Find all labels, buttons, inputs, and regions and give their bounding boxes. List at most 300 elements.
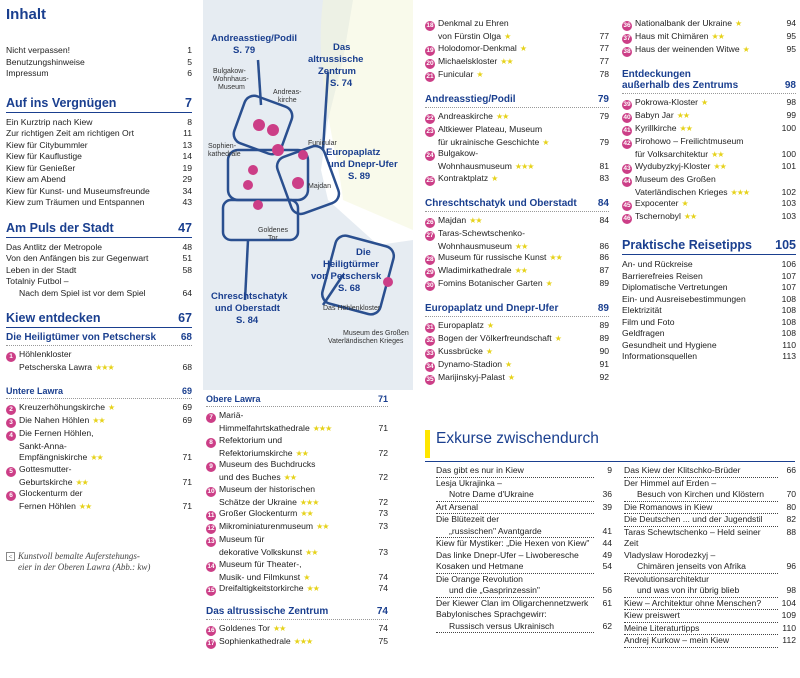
toc-entry[interactable] (425, 359, 609, 372)
toc-page-number: 82 (786, 514, 796, 524)
toc-page-number: 77 (599, 31, 609, 41)
toc-entry-title: Sankt-Anna- (19, 440, 67, 451)
toc-entry[interactable] (6, 415, 192, 428)
toc-page-number: 100 (781, 149, 796, 159)
toc-entry[interactable] (206, 534, 388, 547)
toc-entry[interactable] (436, 550, 612, 562)
toc-entry-title: Notre Dame d'Ukraine (449, 489, 534, 499)
toc-entry[interactable] (6, 253, 192, 265)
toc-page-number: 106 (781, 259, 796, 269)
toc-entry[interactable] (622, 149, 796, 161)
toc-page-number: 102 (781, 186, 796, 197)
toc-entry[interactable] (624, 514, 796, 527)
toc-entry[interactable] (6, 441, 192, 453)
rating-stars: ★★ (90, 453, 103, 462)
europa-list (425, 320, 609, 385)
city-map[interactable] (203, 0, 413, 390)
toc-entry-title: Barrierefreies Reisen (622, 270, 703, 281)
toc-entry[interactable] (624, 574, 796, 586)
toc-page-number: 89 (599, 278, 609, 288)
toc-entry[interactable] (6, 402, 192, 415)
toc-entry[interactable] (6, 477, 192, 489)
toc-entry[interactable] (436, 585, 612, 598)
toc-entry[interactable] (624, 585, 796, 598)
toc-entry-title: und des Buches (219, 472, 281, 482)
poi-number-badge: 17 (207, 640, 215, 647)
toc-entry[interactable] (6, 174, 192, 186)
toc-entry[interactable] (436, 538, 612, 550)
toc-entry[interactable] (6, 276, 192, 288)
toc-entry[interactable] (206, 448, 388, 460)
toc-entry[interactable] (6, 57, 192, 69)
toc-entry[interactable] (6, 265, 192, 277)
toc-entry-title: Mikrominiaturenmuseum (219, 521, 314, 531)
toc-page-number: 72 (378, 496, 388, 507)
rating-stars: ★ (742, 45, 749, 54)
poi-number-badge: 11 (207, 512, 215, 519)
section-entdeckungen[interactable]: Entdeckungen (622, 69, 691, 80)
toc-page-number: 108 (781, 293, 796, 304)
toc-entry-title: Andrej Kurkow – mein Kiew (624, 635, 730, 645)
poi-number-badge: 2 (6, 405, 16, 415)
toc-entry-title: Museum der historischen (219, 483, 316, 494)
toc-entry-title: Sophienkathedrale (219, 636, 291, 646)
svg-text:und Oberstadt: und Oberstadt (215, 303, 280, 314)
section-vergnuegen[interactable]: Auf ins Vergnügen 7 (6, 95, 192, 110)
toc-entry[interactable] (436, 514, 612, 526)
rating-stars: ★★ (306, 584, 319, 593)
svg-text:kirche: kirche (278, 97, 297, 104)
toc-entry[interactable] (436, 502, 612, 515)
toc-entry[interactable] (624, 623, 796, 636)
toc-entry-title: Museum des Buchdrucks (219, 459, 316, 469)
toc-entry-title: Bogen der Völkerfreundschaft (438, 333, 552, 343)
toc-entry[interactable] (425, 215, 609, 228)
toc-entry[interactable] (425, 333, 609, 346)
toc-page-number: 5 (187, 56, 192, 67)
toc-entry[interactable] (622, 211, 796, 224)
toc-page-number: 73 (378, 547, 388, 557)
toc-entry[interactable] (622, 18, 796, 31)
svg-text:S. 89: S. 89 (348, 171, 371, 182)
section-praktisch[interactable]: Praktische Reisetipps 105 (622, 238, 796, 252)
map-svg (203, 0, 413, 390)
toc-entry-title: Musik- und Filmkunst (219, 571, 301, 582)
svg-text:S. 74: S. 74 (330, 78, 353, 89)
toc-entry[interactable] (425, 161, 609, 173)
poi-number-badge: 23 (426, 127, 434, 135)
toc-entry[interactable] (206, 583, 388, 596)
toc-entry-title: Wohnhausmuseum (438, 240, 512, 251)
toc-entry[interactable] (425, 346, 609, 359)
toc-entry[interactable] (425, 228, 609, 241)
toc-entry[interactable] (206, 484, 388, 497)
toc-page-number: 54 (602, 561, 612, 571)
toc-page-number: 44 (602, 538, 612, 548)
toc-entry[interactable] (622, 282, 796, 294)
toc-entry[interactable] (622, 351, 796, 363)
toc-entry[interactable] (624, 561, 796, 574)
toc-entry-title: Museum des Großen (635, 173, 716, 184)
toc-entry[interactable] (206, 559, 388, 572)
toc-entry[interactable] (206, 497, 388, 509)
rating-stars: ★ (681, 199, 688, 208)
poi-number-badge: 1 (6, 352, 16, 362)
toc-entry[interactable] (6, 140, 192, 152)
toc-entry[interactable] (6, 45, 192, 57)
toc-entry[interactable] (206, 508, 388, 521)
toc-entry[interactable] (622, 305, 796, 317)
toc-page-number: 70 (786, 489, 796, 499)
poi-number-badge: 45 (623, 202, 631, 209)
toc-entry[interactable] (206, 636, 388, 649)
section-heiligtuemer[interactable]: Die Heiligtümer von Petschersk 68 (6, 332, 192, 343)
toc-entry[interactable] (425, 252, 609, 265)
toc-entry[interactable] (425, 372, 609, 385)
toc-page-number: 73 (378, 508, 388, 518)
toc-entry[interactable] (6, 452, 192, 464)
toc-entry-title: An- und Rückreise (622, 259, 693, 269)
rating-stars: ★★ (300, 509, 313, 518)
rating-stars: ★★ (75, 477, 88, 487)
toc-entry[interactable] (6, 464, 192, 477)
poi-number-badge: 30 (426, 282, 434, 289)
toc-entry-title: Die Fernen Höhlen, (19, 427, 94, 438)
toc-column-2 (206, 394, 388, 649)
toc-entry[interactable] (6, 428, 192, 441)
poi-number-badge: 25 (426, 176, 434, 184)
poi-number-badge: 19 (426, 46, 434, 54)
rating-stars: ★ (701, 98, 708, 107)
toc-entry[interactable] (622, 340, 796, 352)
toc-entry[interactable] (206, 521, 388, 534)
poi-number-badge: 43 (623, 164, 631, 172)
rating-stars: ★★★ (730, 187, 750, 197)
toc-page-number: 19 (182, 162, 192, 173)
toc-entry[interactable] (624, 550, 796, 562)
toc-entry[interactable] (6, 186, 192, 198)
rating-stars: ★★ (469, 215, 482, 225)
toc-entry[interactable] (206, 472, 388, 484)
svg-text:Das: Das (333, 42, 351, 53)
toc-entry-title: Ein Kurztrip nach Kiew (6, 116, 93, 127)
toc-entry[interactable] (425, 173, 609, 186)
toc-entry[interactable] (425, 56, 609, 69)
toc-entry-title: Kiew für Kunst- und Museumsfreunde (6, 185, 150, 196)
svg-text:Majdan: Majdan (308, 183, 331, 190)
toc-entry-title: und was von ihr übrig blieb (637, 585, 740, 595)
rating-stars: ★★ (713, 161, 726, 171)
toc-column-4 (622, 18, 796, 363)
toc-page-number: 14 (182, 151, 192, 161)
toc-entry[interactable] (425, 241, 609, 253)
exkurse-rule (425, 461, 795, 462)
svg-text:Vaterländischen Krieges: Vaterländischen Krieges (328, 338, 404, 345)
toc-entry-title: Marijinskyj-Palast (438, 372, 505, 382)
poi-number-badge: 29 (426, 269, 434, 276)
chresch-list (425, 215, 609, 292)
toc-page-number: 51 (182, 253, 192, 263)
toc-entry-title: Ein- und Ausreisebestimmungen (622, 293, 746, 304)
altrussisch-list (206, 623, 388, 649)
toc-entry-title: Gesundheit und Hygiene (622, 339, 717, 350)
toc-entry-title: für Volksarchitektur (635, 149, 709, 159)
toc-entry-title: Michaelskloster (438, 55, 498, 66)
toc-entry[interactable] (425, 43, 609, 56)
toc-page-number: 113 (782, 351, 796, 361)
poi-number-badge: 18 (426, 22, 434, 29)
rating-stars: ★★ (514, 241, 528, 251)
toc-entry[interactable] (436, 489, 612, 502)
section-entdeckungen-2: außerhalb des Zentrums 98 (622, 80, 796, 91)
toc-entry[interactable] (206, 459, 388, 472)
rating-stars: ★ (507, 373, 515, 382)
toc-entry[interactable] (425, 18, 609, 31)
toc-page-number: 90 (599, 346, 609, 356)
toc-entry-title: Pokrowa-Kloster (635, 97, 699, 107)
toc-entry[interactable] (622, 161, 796, 174)
rating-stars: ★ (505, 360, 512, 369)
toc-entry[interactable] (425, 278, 609, 291)
toc-entry[interactable] (436, 621, 612, 634)
toc-entry[interactable] (6, 349, 192, 362)
toc-page-number: 92 (599, 372, 609, 382)
toc-entry-title: Tschernobyl (635, 211, 681, 221)
toc-page-number: 98 (786, 585, 796, 595)
toc-entry-title: Vaterländischen Krieges (635, 186, 728, 197)
toc-entry[interactable] (425, 137, 609, 149)
toc-page-number: 71 (378, 423, 388, 433)
toc-entry-title: Film und Foto (622, 316, 675, 327)
rating-stars: ★★ (711, 150, 724, 159)
toc-entry[interactable] (436, 574, 612, 586)
toc-entry-title: Kyrillkirche (635, 123, 677, 133)
toc-entry[interactable] (6, 288, 192, 300)
rating-stars: ★★ (495, 111, 509, 121)
toc-entry[interactable] (622, 259, 796, 271)
toc-entry[interactable] (425, 111, 609, 124)
toc-entry[interactable] (6, 501, 192, 513)
rating-stars: ★★★ (95, 363, 114, 372)
poi-number-badge: 7 (206, 413, 216, 423)
toc-page-number: 87 (599, 265, 609, 275)
section-andreas[interactable]: Andreasstieg/Podil 79 (425, 93, 609, 105)
poi-number-badge: 44 (623, 177, 631, 185)
toc-entry[interactable] (206, 435, 388, 448)
toc-entry[interactable] (206, 423, 388, 435)
toc-entry-title: Haus der weinenden Witwe (635, 44, 740, 54)
toc-entry[interactable] (6, 151, 192, 163)
toc-entry[interactable] (436, 561, 612, 574)
toc-entry[interactable] (425, 31, 609, 43)
toc-entry-title: Impressum (6, 68, 49, 78)
toc-page-number: 77 (599, 42, 609, 53)
poi-number-badge: 15 (207, 587, 215, 594)
toc-entry[interactable] (6, 242, 192, 254)
toc-page-number: 79 (599, 110, 609, 121)
poi-number-badge: 31 (426, 324, 434, 331)
toc-page-number: 71 (182, 501, 192, 511)
toc-page-number: 29 (182, 174, 192, 184)
section-untere-lawra[interactable]: Untere Lawra 69 (6, 385, 192, 396)
toc-entry[interactable] (6, 117, 192, 129)
poi-number-badge: 20 (426, 59, 434, 67)
col4-top-list (622, 18, 796, 57)
toc-entry-title: Andreaskirche (438, 110, 493, 121)
poi-number-badge: 26 (426, 218, 434, 226)
toc-entry[interactable] (425, 69, 609, 82)
rating-stars: ★ (504, 32, 511, 41)
toc-entry[interactable] (622, 136, 796, 149)
toc-entry-title: Funicular (438, 68, 474, 79)
toc-entry[interactable] (622, 317, 796, 329)
toc-page-number: 9 (607, 465, 612, 475)
toc-page-number: 61 (602, 597, 612, 608)
section-chresch[interactable]: Chreschtschatyk und Oberstadt 84 (425, 197, 609, 209)
toc-entry[interactable] (6, 128, 192, 140)
svg-text:Wohnhaus-: Wohnhaus- (213, 76, 249, 83)
toc-entry[interactable] (6, 488, 192, 501)
section-europa[interactable]: Europaplatz und Dnepr-Ufer 89 (425, 303, 609, 314)
col3-top-list (425, 18, 609, 82)
toc-entry[interactable] (436, 478, 612, 490)
toc-page-number: 6 (187, 68, 192, 78)
toc-entry[interactable] (624, 489, 796, 502)
toc-entry-title: Totalniy Futbol – (6, 276, 69, 286)
toc-page-number: 74 (378, 583, 388, 593)
toc-entry[interactable] (624, 478, 796, 490)
svg-text:Andreasstieg/Podil: Andreasstieg/Podil (211, 33, 298, 44)
toc-entry[interactable] (206, 410, 388, 423)
svg-text:Die: Die (356, 247, 371, 258)
svg-text:Andreas-: Andreas- (273, 89, 302, 96)
poi-number-badge: 34 (426, 363, 434, 370)
toc-column-1 (6, 6, 192, 573)
toc-entry[interactable] (622, 328, 796, 340)
toc-entry[interactable] (206, 623, 388, 636)
toc-entry-title: Petscherska Lawra (19, 362, 93, 372)
svg-text:altrussische: altrussische (308, 54, 364, 65)
toc-entry[interactable] (624, 527, 796, 550)
toc-entry[interactable] (206, 547, 388, 559)
entdeckungen-list (622, 97, 796, 224)
rating-stars: ★ (491, 173, 498, 183)
section-altrussisch[interactable]: Das altrussische Zentrum 74 (206, 606, 388, 617)
poi-number-badge: 42 (623, 140, 631, 147)
toc-entry[interactable] (436, 609, 612, 621)
toc-entry[interactable] (436, 598, 612, 610)
rating-stars: ★★ (514, 266, 527, 275)
toc-entry[interactable] (436, 465, 612, 478)
poi-number-badge: 10 (207, 487, 215, 495)
toc-entry-title: Elektrizität (622, 305, 662, 315)
svg-text:Das Höhlenkloster: Das Höhlenkloster (323, 305, 381, 312)
toc-entry-title: Leben in der Stadt (6, 264, 77, 275)
rating-stars: ★ (303, 572, 310, 582)
toc-entry-title: Schätze der Ukraine (219, 496, 297, 507)
toc-entry[interactable] (622, 31, 796, 44)
toc-page-number: 98 (786, 97, 796, 107)
toc-entry-title: Russisch versus Ukrainisch (449, 620, 555, 631)
rating-stars: ★★ (711, 32, 724, 41)
toc-entry[interactable] (622, 123, 796, 136)
toc-page-number: 83 (599, 172, 609, 183)
svg-text:von Petschersk: von Petschersk (311, 271, 382, 282)
toc-entry[interactable] (624, 635, 796, 648)
rating-stars: ★★ (500, 56, 513, 66)
toc-page-number: 58 (182, 264, 192, 275)
svg-text:und Dnepr-Ufer: und Dnepr-Ufer (328, 159, 398, 170)
toc-entry-title: Die Orange Revolution (436, 573, 523, 584)
section-kiew-entdecken[interactable]: Kiew entdecken 67 (6, 311, 192, 325)
toc-entry-title: Kiew – Architektur ohne Menschen? (624, 597, 762, 608)
toc-page-number: 109 (781, 610, 796, 620)
svg-text:S. 68: S. 68 (338, 283, 361, 294)
toc-entry[interactable] (622, 271, 796, 283)
toc-entry-title: und die „Gasprinzessin" (449, 585, 540, 595)
toc-entry[interactable] (425, 320, 609, 333)
untere-list (6, 402, 192, 513)
toc-entry-title: Die Nahen Höhlen (19, 414, 90, 425)
poi-number-badge: 16 (207, 627, 215, 634)
rating-stars: ★ (734, 19, 742, 28)
toc-entry-title: Nationalbank der Ukraine (635, 18, 732, 28)
toc-entry[interactable] (622, 294, 796, 306)
toc-entry[interactable] (6, 197, 192, 209)
toc-page-number: 79 (599, 136, 609, 147)
toc-entry[interactable] (425, 124, 609, 137)
toc-entry[interactable] (436, 526, 612, 539)
toc-entry[interactable] (624, 502, 796, 515)
toc-entry[interactable] (425, 148, 609, 161)
toc-entry[interactable] (624, 465, 796, 478)
toc-entry[interactable] (6, 68, 192, 80)
toc-entry[interactable] (6, 163, 192, 175)
section-obere-lawra[interactable]: Obere Lawra 71 (206, 394, 388, 404)
toc-entry-title: Fomins Botanischer Garten (438, 278, 543, 288)
toc-entry[interactable] (622, 110, 796, 123)
rating-stars: ★★★ (514, 162, 534, 171)
rating-stars: ★★ (676, 111, 690, 120)
svg-text:Bulgakow-: Bulgakow- (213, 68, 246, 75)
toc-entry[interactable] (6, 362, 192, 374)
toc-entry[interactable] (622, 198, 796, 211)
toc-entry[interactable] (624, 610, 796, 623)
toc-page-number: 49 (602, 549, 612, 560)
toc-entry-title: Meine Literaturtipps (624, 622, 700, 633)
toc-page-number: 68 (182, 362, 192, 372)
toc-entry[interactable] (425, 265, 609, 278)
toc-entry[interactable] (622, 97, 796, 110)
section-puls[interactable]: Am Puls der Stadt 47 (6, 220, 192, 235)
toc-entry[interactable] (624, 598, 796, 611)
toc-column-3 (425, 18, 609, 385)
toc-entry[interactable] (206, 572, 388, 584)
toc-entry[interactable] (622, 174, 796, 187)
rating-stars: ★★ (283, 473, 296, 482)
toc-page-number: 13 (182, 139, 192, 150)
toc-entry-title: Kosaken und Hetmane (436, 561, 524, 571)
toc-entry-title: Dynamo-Stadion (438, 359, 503, 369)
toc-entry[interactable] (622, 44, 796, 57)
toc-entry[interactable] (622, 187, 796, 199)
toc-entry-title: Revolutionsarchitektur (624, 573, 710, 584)
rating-stars: ★★★ (299, 497, 319, 507)
poi-number-badge: 5 (6, 467, 16, 477)
toc-entry-title: Der Himmel auf Erden – (624, 477, 717, 488)
toc-entry-title: Benutzungshinweise (6, 56, 85, 67)
toc-entry-title: Chimären jenseits von Afrika (637, 561, 746, 571)
